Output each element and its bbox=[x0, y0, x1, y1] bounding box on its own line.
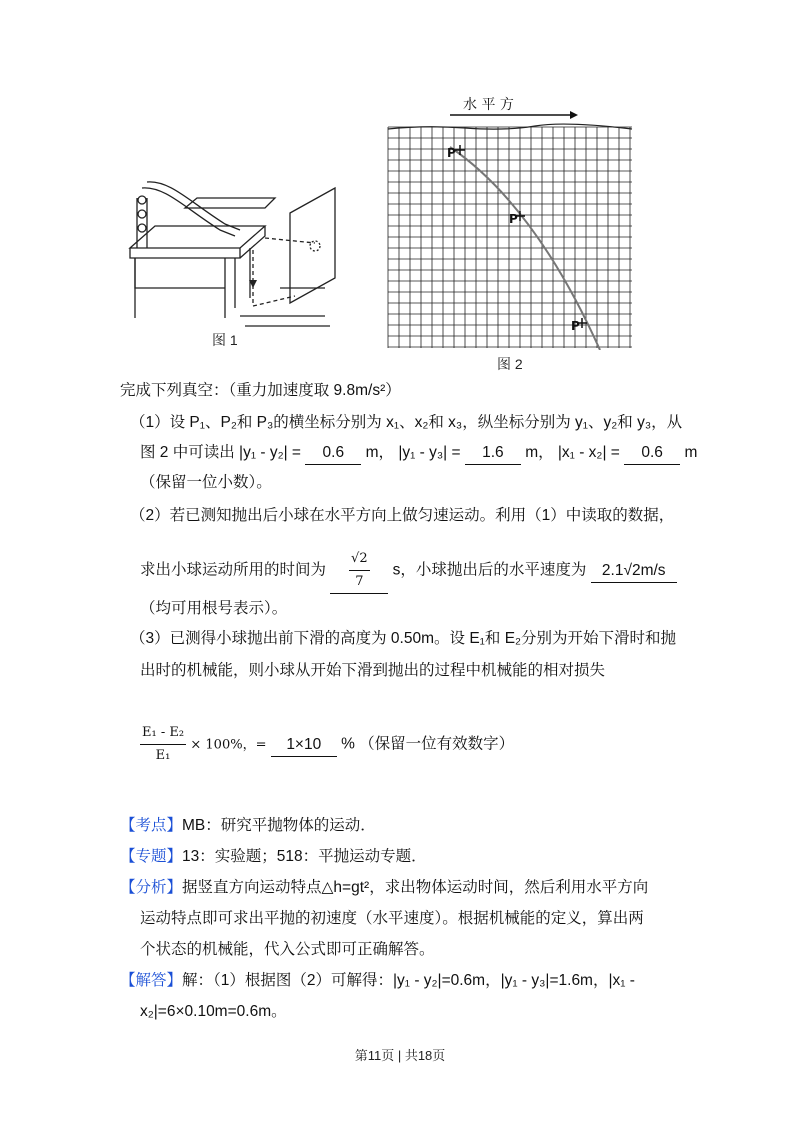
zhuanti-tag: 【专题】 bbox=[120, 848, 183, 865]
jieda-text-1: 解：（1）根据图（2）可解得：|y₁ - y₂|=0.6m，|y₁ - y₃|=1.6m，|x₁ - bbox=[182, 972, 635, 989]
q3-tail: % （保留一位有效数字） bbox=[341, 735, 515, 753]
arrow-head-icon bbox=[570, 111, 578, 119]
fenxi-line3: 个状态的机械能，代入公式即可正确解答。 bbox=[140, 941, 435, 958]
intro-line: 完成下列真空：（重力加速度取 9.8m/s²） bbox=[120, 382, 401, 399]
point-p3 bbox=[571, 318, 587, 333]
q2-velocity-answer: 2.1√2m/s bbox=[591, 560, 677, 583]
point-p1 bbox=[447, 145, 465, 160]
jieda-line2: x₂|=6×0.10m=0.6m。 bbox=[140, 1003, 287, 1020]
kaodian-line bbox=[120, 815, 376, 837]
q2-line1: （2）若已测知抛出后小球在水平方向上做匀速运动。利用（1）中读取的数据， bbox=[130, 507, 675, 524]
page-footer: 第11页 | 共18页 bbox=[354, 1048, 446, 1063]
q1-line3: （保留一位小数）。 bbox=[140, 474, 272, 491]
arrow-label: 水 平 方 bbox=[463, 97, 514, 113]
q3-line2: 出时的机械能，则小球从开始下滑到抛出的过程中机械能的相对损失 bbox=[140, 662, 606, 679]
figure-2 bbox=[385, 95, 635, 350]
q2-time-denominator: 7 bbox=[355, 574, 364, 589]
fenxi-text-1: 据竖直方向运动特点△h=gt²，求出物体运动时间，然后利用水平方向 bbox=[182, 879, 649, 896]
jieda-tag: 【解答】 bbox=[120, 972, 183, 989]
q1-mid-2: m， |x₁ - x₂| = bbox=[525, 444, 620, 461]
trajectory-grid bbox=[385, 95, 635, 350]
formula-tail: × 100%，= bbox=[190, 737, 267, 753]
fenxi-line2: 运动特点即可求出平抛的初速度（水平速度）。根据机械能的定义，算出两 bbox=[140, 910, 644, 927]
q2-line2 bbox=[140, 548, 677, 594]
q1-line1: （1）设 P₁、P₂和 P₃的横坐标分别为 x₁、x₂和 x₃，纵坐标分别为 y₁、y₂和 y₃，从 bbox=[130, 414, 683, 431]
figure-2-caption: 图 2 bbox=[497, 356, 523, 372]
q1-mid-1: m， |y₁ - y₃| = bbox=[365, 444, 461, 461]
q2-prefix: 求出小球运动所用的时间为 bbox=[140, 561, 327, 579]
figure-1-caption: 图 1 bbox=[212, 332, 238, 348]
figure-1 bbox=[125, 178, 350, 328]
zhuanti-text: 13：实验题；518：平抛运动专题． bbox=[182, 848, 427, 865]
svg-text:P: P bbox=[571, 319, 580, 333]
apparatus-illustration bbox=[125, 178, 350, 328]
q2-time-answer bbox=[330, 548, 388, 594]
loss-formula bbox=[140, 722, 186, 767]
q3-line1: （3）已测得小球抛出前下滑的高度为 0.50m。设 E₁和 E₂分别为开始下滑时和抛 bbox=[130, 630, 677, 647]
q3-answer: 1×10 bbox=[271, 734, 337, 757]
q3-formula-line bbox=[140, 722, 514, 767]
q1-line2 bbox=[140, 442, 697, 465]
jieda-line1 bbox=[120, 970, 635, 992]
q2-mid: s，小球抛出后的水平速度为 bbox=[392, 561, 587, 579]
svg-text:P: P bbox=[509, 212, 518, 226]
fenxi-tag: 【分析】 bbox=[120, 879, 183, 896]
q1-answer-2: 1.6 bbox=[465, 442, 521, 465]
q2-line3: （均可用根号表示）。 bbox=[140, 600, 288, 617]
zhuanti-line bbox=[120, 846, 427, 868]
q1-unit-3: m bbox=[684, 444, 698, 461]
formula-numerator: E₁ - E₂ bbox=[140, 722, 186, 745]
q1-prefix: 图 2 中可读出 |y₁ - y₂| = bbox=[140, 444, 301, 461]
kaodian-tag: 【考点】 bbox=[120, 817, 183, 834]
q1-answer-1: 0.6 bbox=[305, 442, 361, 465]
q2-time-numerator: √2 bbox=[349, 548, 370, 571]
formula-denominator: E₁ bbox=[155, 748, 171, 763]
svg-text:P: P bbox=[447, 146, 456, 160]
kaodian-text: MB：研究平抛物体的运动． bbox=[182, 817, 376, 834]
q1-answer-3: 0.6 bbox=[624, 442, 680, 465]
fenxi-line1 bbox=[120, 877, 648, 899]
